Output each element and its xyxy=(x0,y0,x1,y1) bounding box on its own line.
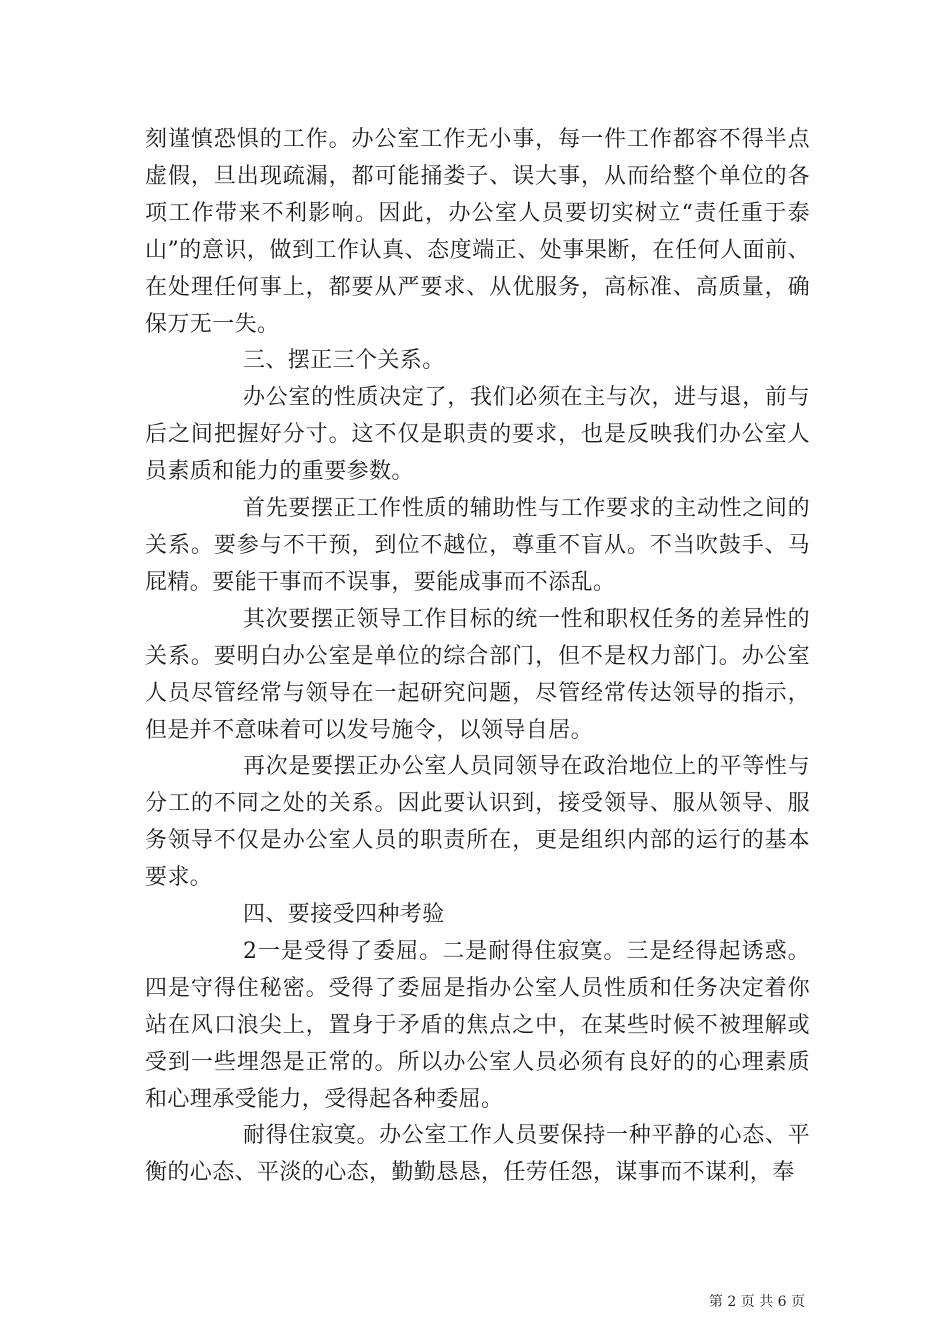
section-heading-three: 三、摆正三个关系。 xyxy=(243,348,445,374)
section-heading-four: 四、要接受四种考验 xyxy=(243,902,445,928)
paragraph: 再次是要摆正办公室人员同领导在政治地位上的平等性与分工的不同之处的关系。因此要认识到，接受领导、服从领导、服务领导不仅是办公室人员的职责所在，更是组织内部的运行的基本要求。 xyxy=(145,754,810,891)
document-body xyxy=(145,122,810,1192)
paragraph: 2一是受得了委屈。二是耐得住寂寞。三是经得起诱惑。四是守得住秘密。受得了委屈是指办公室人员性质和任务决定着你站在风口浪尖上，置身于矛盾的焦点之中，在某些时候不被理解或受到一些埋怨是正常的。所以办公室人员必须有良好的的心理素质和心理承受能力，受得起各种委屈。 xyxy=(145,938,810,1112)
paragraph: 耐得住寂寞。办公室工作人员要保持一种平静的心态、平衡的心态、平淡的心态，勤勤恳恳，任劳任怨，谋事而不谋利，奉 xyxy=(145,1123,810,1186)
paragraph: 办公室的性质决定了，我们必须在主与次，进与退，前与后之间把握好分寸。这不仅是职责的要求，也是反映我们办公室人员素质和能力的重要参数。 xyxy=(145,385,810,485)
paragraph: 首先要摆正工作性质的辅助性与工作要求的主动性之间的关系。要参与不干预，到位不越位，尊重不盲从。不当吹鼓手、马屁精。要能干事而不误事，要能成事而不添乱。 xyxy=(145,496,810,595)
paragraph: 其次要摆正领导工作目标的统一性和职权任务的差异性的关系。要明白办公室是单位的综合部门，但不是权力部门。办公室人员尽管经常与领导在一起研究问题，尽管经常传达领导的指示，但是并不意味着可以发号施令，以领导自居。 xyxy=(145,606,810,743)
page-number-footer: 第 2 页 共 6 页 xyxy=(708,1294,805,1310)
paragraph-continuation: 刻谨慎恐惧的工作。办公室工作无小事，每一件工作都容不得半点虚假，旦出现疏漏，都可能捅娄子、误大事，从而给整个单位的各项工作带来不利影响。因此，办公室人员要切实树立“责任重于泰山”的意识，做到工作认真、态度端正、处事果断，在任何人面前、在处理任何事上，都要从严要求、从优服务，高标准、高质量，确保万无一失。 xyxy=(145,127,810,337)
